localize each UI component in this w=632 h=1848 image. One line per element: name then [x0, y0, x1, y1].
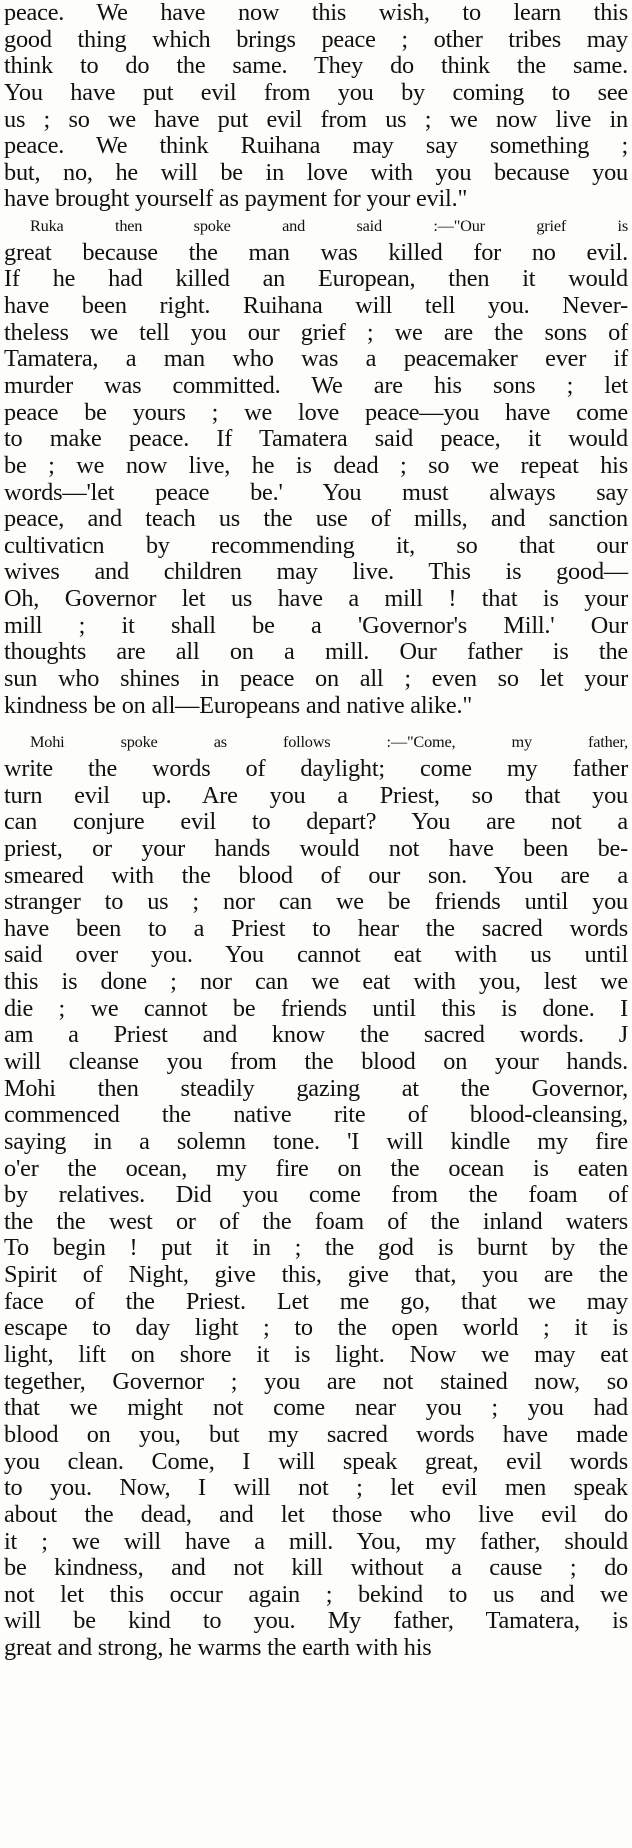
text-line: have brought yourself as payment for your evil.": [4, 185, 468, 213]
text-line: peace be yours ; we love peace—you have come: [4, 398, 628, 426]
text-line: have been right. Ruihana will tell you. Never-: [4, 292, 628, 320]
text-line: peace, and teach us the use of mills, and sanction: [4, 505, 628, 533]
text-line: wives and children may live. This is good—: [4, 558, 628, 586]
text-line: stranger to us ; nor can we be friends until you: [4, 888, 628, 916]
text-line: but, no, he will be in love with you because you: [4, 158, 628, 186]
text-line: have been to a Priest to hear the sacred words: [4, 914, 628, 942]
text-line: write the words of daylight; come my father: [4, 754, 628, 782]
text-line: will be kind to you. My father, Tamatera, is: [4, 1607, 628, 1635]
text-line: Spirit of Night, give this, give that, you are the: [4, 1261, 628, 1289]
text-line: us ; so we have put evil from us ; we now live in: [4, 105, 628, 133]
text-line: this is done ; nor can we eat with you, lest we: [4, 968, 628, 996]
text-line: priest, or your hands would not have been be-: [4, 834, 628, 862]
text-line: saying in a solemn tone. 'I will kindle my fire: [4, 1127, 628, 1155]
text-line: it ; we will have a mill. You, my father, should: [4, 1527, 628, 1555]
text-line: good thing which brings peace ; other tribes may: [4, 25, 628, 53]
article-paragraph-3: [4, 729, 628, 1661]
text-line: the the west or of the foam of the inland waters: [4, 1207, 628, 1235]
text-line: you clean. Come, I will speak great, evil words: [4, 1447, 628, 1475]
text-line: thoughts are all on a mill. Our father is the: [4, 638, 628, 666]
text-line: commenced the native rite of blood-cleansing,: [4, 1101, 628, 1129]
text-line: cultivaticn by recommending it, so that our: [4, 531, 628, 559]
text-line: mill ; it shall be a 'Governor's Mill.' Our: [4, 611, 628, 639]
text-line: peace. We think Ruihana may say something ;: [4, 132, 628, 160]
text-line: think to do the same. They do think the same.: [4, 52, 628, 80]
text-line: turn evil up. Are you a Priest, so that you: [4, 781, 628, 809]
text-line: great and strong, he warms the earth with his: [4, 1634, 432, 1662]
article-paragraph-2: [4, 213, 628, 719]
text-line: light, lift on shore it is light. Now we may eat: [4, 1341, 628, 1369]
text-line: that we might not come near you ; you had: [4, 1394, 628, 1422]
text-line: to you. Now, I will not ; let evil men speak: [4, 1474, 628, 1502]
text-line: Ruka then spoke and said :—"Our grief is: [30, 216, 628, 236]
text-line: by relatives. Did you come from the foam of: [4, 1181, 628, 1209]
text-line: Mohi spoke as follows :—"Come, my father,: [30, 732, 628, 752]
text-line: Oh, Governor let us have a mill ! that is your: [4, 585, 628, 613]
text-line: be kindness, and not kill without a cause ; do: [4, 1554, 628, 1582]
text-line: die ; we cannot be friends until this is done. I: [4, 994, 628, 1022]
article-column: [4, 0, 628, 1662]
text-line: peace. We have now this wish, to learn this: [4, 0, 628, 26]
text-line: will cleanse you from the blood on your hands.: [4, 1047, 628, 1075]
text-line: smeared with the blood of our son. You are a: [4, 861, 628, 889]
text-line: To begin ! put it in ; the god is burnt by the: [4, 1234, 628, 1262]
text-line: to make peace. If Tamatera said peace, it would: [4, 425, 628, 453]
text-line: You have put evil from you by coming to see: [4, 78, 628, 106]
text-line: great because the man was killed for no evil.: [4, 238, 628, 266]
text-line: o'er the ocean, my fire on the ocean is eaten: [4, 1154, 628, 1182]
text-line: Mohi then steadily gazing at the Governor,: [4, 1074, 628, 1102]
text-line: am a Priest and know the sacred words. J: [4, 1021, 628, 1049]
text-line: not let this occur again ; bekind to us and we: [4, 1580, 628, 1608]
text-line: kindness be on all—Europeans and native alike.": [4, 691, 473, 719]
text-line: escape to day light ; to the open world ; it is: [4, 1314, 628, 1342]
article-paragraph-1: [4, 0, 628, 213]
text-line: be ; we now live, he is dead ; so we repeat his: [4, 451, 628, 479]
text-line: can conjure evil to depart? You are not a: [4, 808, 628, 836]
text-line: about the dead, and let those who live evil do: [4, 1500, 628, 1528]
text-line: blood on you, but my sacred words have made: [4, 1420, 628, 1448]
text-line: murder was committed. We are his sons ; let: [4, 371, 628, 399]
text-line: face of the Priest. Let me go, that we may: [4, 1287, 628, 1315]
text-line: Tamatera, a man who was a peacemaker ever if: [4, 345, 628, 373]
text-line: tegether, Governor ; you are not stained now, so: [4, 1367, 628, 1395]
text-line: sun who shines in peace on all ; even so let your: [4, 665, 628, 693]
text-line: words—'let peace be.' You must always say: [4, 478, 628, 506]
text-line: theless we tell you our grief ; we are the sons of: [4, 318, 628, 346]
text-line: If he had killed an European, then it would: [4, 265, 628, 293]
text-line: said over you. You cannot eat with us until: [4, 941, 628, 969]
